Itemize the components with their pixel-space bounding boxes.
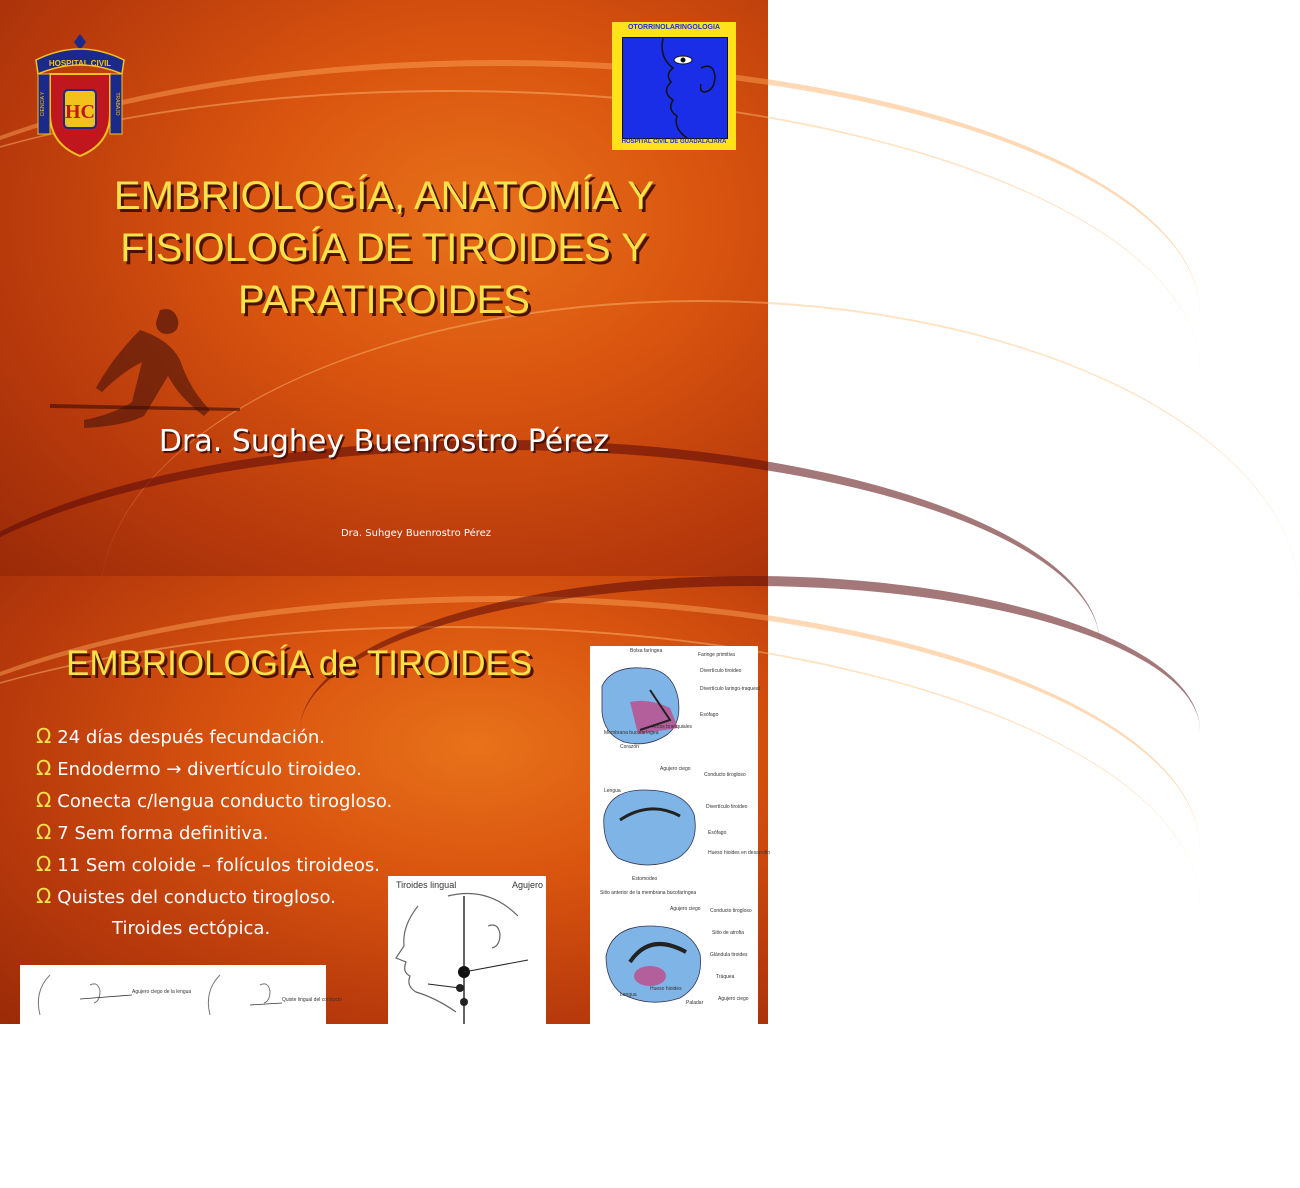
list-item: Ω Conecta c/lengua conducto tirogloso. <box>36 788 393 812</box>
figure-label: Conducto tirogloso <box>710 908 752 914</box>
figure-label: Corazón <box>620 744 639 750</box>
figure-label: Esófago <box>700 712 719 718</box>
embryo-diagram-figure <box>590 646 770 1024</box>
figure-label: Lengua <box>620 992 637 998</box>
figure-label: Agujero <box>512 880 544 890</box>
figure-label: Agujero ciego de la lengua <box>132 989 192 995</box>
otorrino-logo <box>612 22 736 150</box>
figure-label: Membrana bucofaríngea <box>604 730 659 736</box>
otorrino-logo-bottom-text: HOSPITAL CIVIL DE GUADALAJARA <box>621 139 727 145</box>
list-item: Ω Quistes del conducto tirogloso. <box>36 884 336 908</box>
head-profile-icon <box>388 876 546 1024</box>
crest-monogram: HC <box>65 101 95 123</box>
figure-label: Agujero ciego <box>718 996 749 1002</box>
thyroglossal-cyst-figure <box>20 965 343 1024</box>
hospital-civil-crest-icon <box>30 30 130 160</box>
figure-label: Sitio anterior de la membrana bucofaríngea <box>600 890 697 896</box>
crest-left-band: CIENCIA Y <box>40 91 46 117</box>
figure-label: Esófago <box>708 830 727 836</box>
figure-label: Faringe primitiva <box>698 652 735 658</box>
list-item: Ω 24 días después fecundación. <box>36 724 325 748</box>
figure-label: Agujero ciego <box>670 906 701 912</box>
title-slide <box>0 0 768 576</box>
list-item: Ω 7 Sem forma definitiva. <box>36 820 269 844</box>
omega-bullet-icon: Ω <box>36 884 52 908</box>
title-line-3: PARATIROIDES <box>238 278 530 322</box>
list-item: Ω 11 Sem coloide – folículos tiroideos. <box>36 852 381 876</box>
figure-label: Lengua <box>604 788 621 794</box>
figure-label: Glándula tiroides <box>710 952 748 958</box>
crest-arc-text: HOSPITAL CIVIL <box>48 59 112 68</box>
slide1-title <box>40 170 728 326</box>
slide-footer: Dra. Suhgey Buenrostro Pérez <box>340 528 492 539</box>
figure-label: Sitio de atrofia <box>712 930 744 936</box>
omega-bullet-icon: Ω <box>36 852 52 876</box>
figure-label: Conducto tirogloso <box>704 772 746 778</box>
figure-label: Tiroides lingual <box>396 880 457 890</box>
crest-right-band: TRABAJO <box>114 92 120 116</box>
figure-label: Divertículo laringo-traqueal <box>700 686 760 692</box>
figure-label: Divertículo tiroideo <box>700 668 742 674</box>
figure-label: Paladar <box>686 1000 704 1006</box>
omega-bullet-icon: Ω <box>36 820 52 844</box>
otorrino-logo-top-text: OTORRINOLARINGOLOGIA <box>627 24 721 31</box>
figure-label: Hueso hioides en desarrollo <box>708 850 770 856</box>
figure-label: Bolsa faríngea <box>630 648 663 654</box>
title-line-1: EMBRIOLOGÍA, ANATOMÍA Y <box>113 174 655 218</box>
lingual-thyroid-figure <box>388 876 546 1024</box>
embryo-diagram-icon <box>590 646 758 1024</box>
slide2-title: EMBRIOLOGÍA de TIROIDES <box>66 644 533 683</box>
figure-label: Agujero ciego <box>660 766 691 772</box>
otorrino-logo-panel <box>622 37 728 139</box>
omega-bullet-icon: Ω <box>36 788 52 812</box>
face-profile-icon <box>623 38 727 138</box>
embriologia-slide <box>0 576 768 1024</box>
figure-label: Divertículo tiroideo <box>706 804 748 810</box>
author-name: Dra. Sughey Buenrostro Pérez <box>158 424 610 459</box>
omega-bullet-icon: Ω <box>36 756 52 780</box>
list-item-continuation: Tiroides ectópica. <box>112 918 271 939</box>
figure-label: Estomodeo <box>632 876 658 882</box>
title-line-2: FISIOLOGÍA DE TIROIDES Y <box>120 226 648 270</box>
figure-label: Quiste lingual del conducto <box>282 997 343 1003</box>
figure-label: Hueso hioides <box>650 986 682 992</box>
list-item: Ω Endodermo → divertículo tiroideo. <box>36 756 362 780</box>
figure-label: Tráquea <box>716 974 735 980</box>
figure-label: Arcos branquiales <box>652 724 693 730</box>
omega-bullet-icon: Ω <box>36 724 52 748</box>
